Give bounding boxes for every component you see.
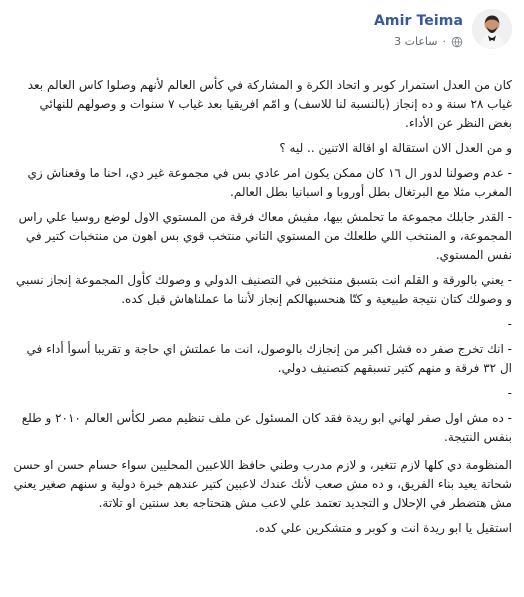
post-paragraph-1: كان من العدل استمرار كوبر و اتحاد الكرة و المشاركة في كأس العالم لأنهم وصلوا كاس العالم بعد غياب ٢٨ سنة و ده إنجاز (بالنسبة لنا للاسف) و امّم افريقيا بعد غياب ٧ سنوات و وصولهم للنهائي بغض النظر عن الأداء. (27, 78, 512, 130)
post-header (12, 8, 512, 64)
post-paragraph-9: - ده مش اول صفر لهاني ابو ريدة فقد كان المسئول عن ملف تنظيم مصر لكأس العالم ٢٠١٠ و طلع بنفس النتيجة. (21, 411, 512, 444)
post-paragraph-8: - (507, 386, 512, 400)
post-meta (374, 8, 463, 48)
post-paragraph-7: - انك تخرج صفر ده فشل اكبر من إنجازك بالوصول، انت ما عملتش اي حاجة و تقريبا أسوأ أداء في ال ٣٢ فرقة و منهم كتير تسبقهم كتصنيف دولي. (26, 342, 512, 375)
post-paragraph-5: - يعني بالورقة و القلم انت بتسبق منتخبين في التصنيف الدولي و وصولك كأول المجموعة إنجاز نسبي و وصولك كتان نتيجة طبيعية و كتّا هنحسبهالكم إنجاز لأننا ما عملناهاش قبل كده. (15, 273, 512, 306)
globe-icon[interactable] (451, 36, 463, 48)
post-paragraph-10: المنظومة دي كلها لازم تتغير، و لازم مدرب وطني حافظ اللاعبين المحليين سواء حسام حسن او حسن شحاتة يعيد بناء الفريق، و ده مش صعب لأنك عندك لاعبين كتير عندهم خبرة دولية و سنهم صغير يعني مش هتضطر في الإحلال و التجديد تعتمد علي لاعب مش هتحتاجه بعد سنتين او تلاتة. (13, 458, 512, 510)
post-paragraph-2: و من العدل الان استقالة او اقالة الاتنين .. ليه ؟ (279, 141, 512, 155)
post-timestamp-link[interactable]: 3 ساعات (394, 35, 438, 49)
author-name-link[interactable]: Amir Teima (373, 13, 463, 29)
post-paragraph-3: - عدم وصولنا لدور ال ١٦ كان ممكن يكون امر عادي بس في مجموعة غير دي، احنا ما وقعناش زي المغرب مثلا مع البرتغال بطل أوروبا و اسبانيا بطل العالم. (27, 166, 512, 199)
author-avatar[interactable] (472, 9, 512, 49)
post-paragraph-11: استقيل يا ابو ريدة انت و كوبر و متشكرين علي كده. (254, 521, 512, 535)
post-paragraph-4: - القدر جابلك مجموعة ما تحلمش بيها، مفيش معاك فرقة من المستوي الاول لوضع روسيا علي راس المجموعة، و المنتخب اللي طلعلك من المستوي التاني منتخب قوي بس اهون من منتخبات كتير في نفس المستوي. (18, 210, 512, 262)
post-subline (374, 36, 463, 48)
post-body (12, 76, 512, 538)
post-spacer (12, 447, 512, 456)
post-paragraph-6: - (507, 317, 512, 331)
separator-dot: · (442, 35, 446, 49)
